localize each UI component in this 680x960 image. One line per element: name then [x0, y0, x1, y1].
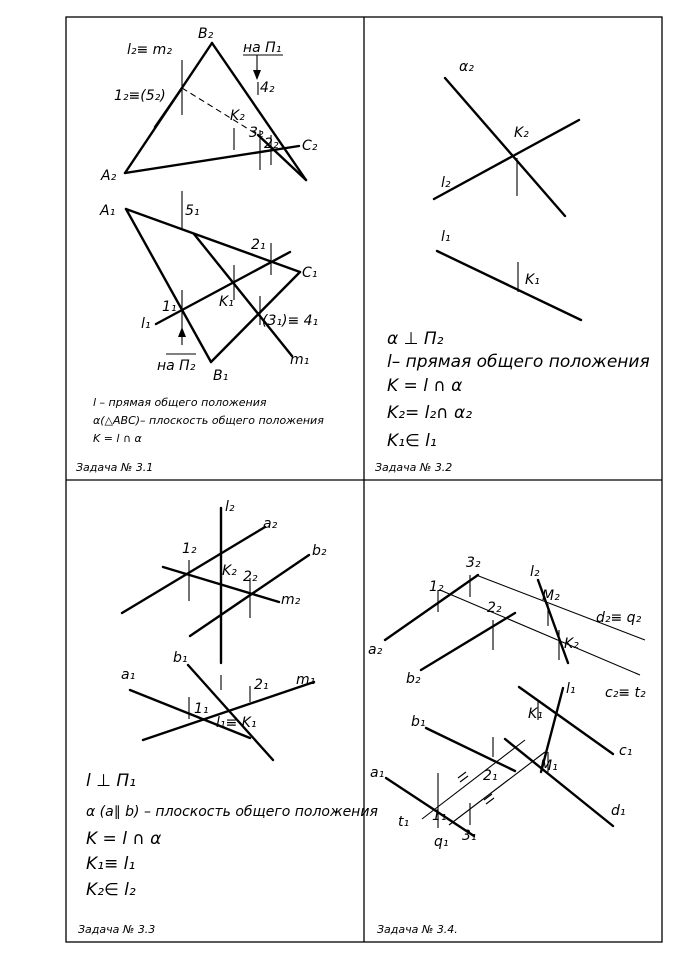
parallel-mark-4: [486, 798, 494, 804]
panel-task-3-2: [434, 78, 581, 320]
label-l1: l₁: [566, 681, 576, 697]
label-3-1: (3₁)≡ 4₁: [262, 313, 319, 329]
caption-3-2: Задача № 3.2: [375, 461, 453, 474]
parallel-mark-2: [460, 776, 468, 782]
label-a1: a₁: [370, 765, 385, 781]
note-3-1-1: l – прямая общего положения: [93, 396, 267, 409]
label-A1: A₁: [100, 203, 116, 219]
note-3-3-2: α (a∥ b) – плоскость общего положения: [86, 804, 378, 820]
panel-3-4-labels: [368, 555, 646, 936]
label-c1: c₁: [619, 743, 633, 759]
label-C2: C₂: [302, 138, 318, 154]
note-3-2-3: K = l ∩ α: [387, 376, 463, 396]
line-l1: [437, 251, 581, 320]
line-c2t2: [440, 590, 640, 675]
label-1-1: 1₁: [162, 299, 177, 315]
label-K2: K₂: [564, 636, 579, 652]
label-m2: m₂: [281, 592, 301, 608]
label-M1: M₁: [540, 758, 558, 774]
label-q1: q₁: [434, 834, 449, 850]
label-1-2: 1₂≡(5₂): [114, 88, 166, 104]
label-K2: K₂: [230, 108, 245, 124]
label-2-2: 2₂: [243, 569, 258, 585]
label-1-2: 1₂: [429, 579, 444, 595]
label-3-1: 3₁: [462, 828, 477, 844]
arrow-head-naP2: [178, 327, 186, 337]
label-b2: b₂: [312, 543, 327, 559]
label-3-2: 3₂: [466, 555, 481, 571]
note-3-2-1: α ⊥ П₂: [387, 329, 444, 349]
line-b1: [426, 728, 515, 771]
label-1-1: 1₁: [432, 808, 447, 824]
label-K1: K₁: [219, 294, 234, 310]
label-5-1: 5₁: [185, 203, 200, 219]
label-l1: l₁: [441, 229, 451, 245]
label-1-2: 1₂: [182, 541, 197, 557]
caption-3-3: Задача № 3.3: [78, 923, 156, 936]
panel-3-2-labels: [375, 59, 650, 474]
label-l2: l₂: [225, 499, 235, 515]
label-2-1: 2₁: [483, 768, 498, 784]
panel-3-3-labels: [78, 499, 378, 936]
note-3-3-4: K₁≡ l₁: [86, 854, 136, 874]
label-b1: b₁: [411, 714, 426, 730]
label-naP2: на П₂: [157, 358, 196, 374]
label-2-2: 2₂: [264, 136, 279, 152]
label-l1K1: l₁≡ K₁: [216, 715, 257, 731]
label-l1: l₁: [141, 316, 151, 332]
line-b2: [421, 613, 515, 670]
note-3-3-5: K₂∈ l₂: [86, 880, 136, 900]
note-3-3-3: K = l ∩ α: [86, 829, 162, 849]
label-a2: a₂: [263, 516, 278, 532]
label-B2: B₂: [198, 26, 214, 42]
note-3-1-2: α(△ABC)– плоскость общего положения: [93, 414, 324, 427]
label-M2: M₂: [542, 588, 560, 604]
label-1-1: 1₁: [194, 701, 209, 717]
label-2-1: 2₁: [251, 237, 266, 253]
label-t1: t₁: [398, 814, 410, 830]
panel-3-1-labels: [76, 26, 324, 474]
label-l2m2: l₂≡ m₂: [127, 42, 172, 58]
label-l2: l₂: [441, 175, 451, 191]
caption-3-4: Задача № 3.4.: [377, 923, 458, 936]
line-l2: [434, 120, 579, 199]
label-2-1: 2₁: [254, 677, 269, 693]
note-3-3-1: l ⊥ П₁: [86, 771, 136, 791]
label-A2: A₂: [101, 168, 117, 184]
arrow-head-naP1: [253, 70, 261, 80]
caption-3-1: Задача № 3.1: [76, 461, 154, 474]
note-3-1-3: K = l ∩ α: [93, 432, 142, 445]
label-b1: b₁: [173, 650, 188, 666]
label-3-2: 3₂: [249, 125, 264, 141]
label-naP1: на П₁: [243, 40, 282, 56]
line-A1C1: [126, 209, 300, 272]
line-m1: [143, 682, 314, 740]
label-B1: B₁: [213, 368, 229, 384]
label-m1: m₁: [296, 672, 316, 688]
line-alpha2: [445, 78, 565, 216]
note-3-2-2: l– прямая общего положения: [387, 352, 650, 372]
label-C1: C₁: [302, 265, 318, 281]
label-l2: l₂: [530, 564, 540, 580]
label-d2q2: d₂≡ q₂: [596, 610, 642, 626]
label-K1: K₁: [528, 706, 543, 722]
label-2-2: 2₂: [487, 600, 502, 616]
label-K1: K₁: [525, 272, 540, 288]
label-4-2: 4₂: [260, 80, 275, 96]
label-a1: a₁: [121, 667, 136, 683]
label-d1: d₁: [611, 803, 626, 819]
parallel-mark-1: [458, 772, 466, 778]
note-3-2-5: K₁∈ l₁: [387, 431, 437, 451]
line-d1: [505, 739, 613, 826]
label-K2: K₂: [222, 563, 237, 579]
label-c2t2: c₂≡ t₂: [605, 685, 646, 701]
label-b2: b₂: [406, 671, 421, 687]
label-alpha2: α₂: [459, 59, 474, 75]
note-3-2-4: K₂= l₂∩ α₂: [387, 403, 473, 423]
label-m1: m₁: [290, 352, 310, 368]
label-K2: K₂: [514, 125, 529, 141]
label-a2: a₂: [368, 642, 383, 658]
line-B2C2: [212, 43, 306, 180]
line-A1B1: [126, 209, 211, 362]
